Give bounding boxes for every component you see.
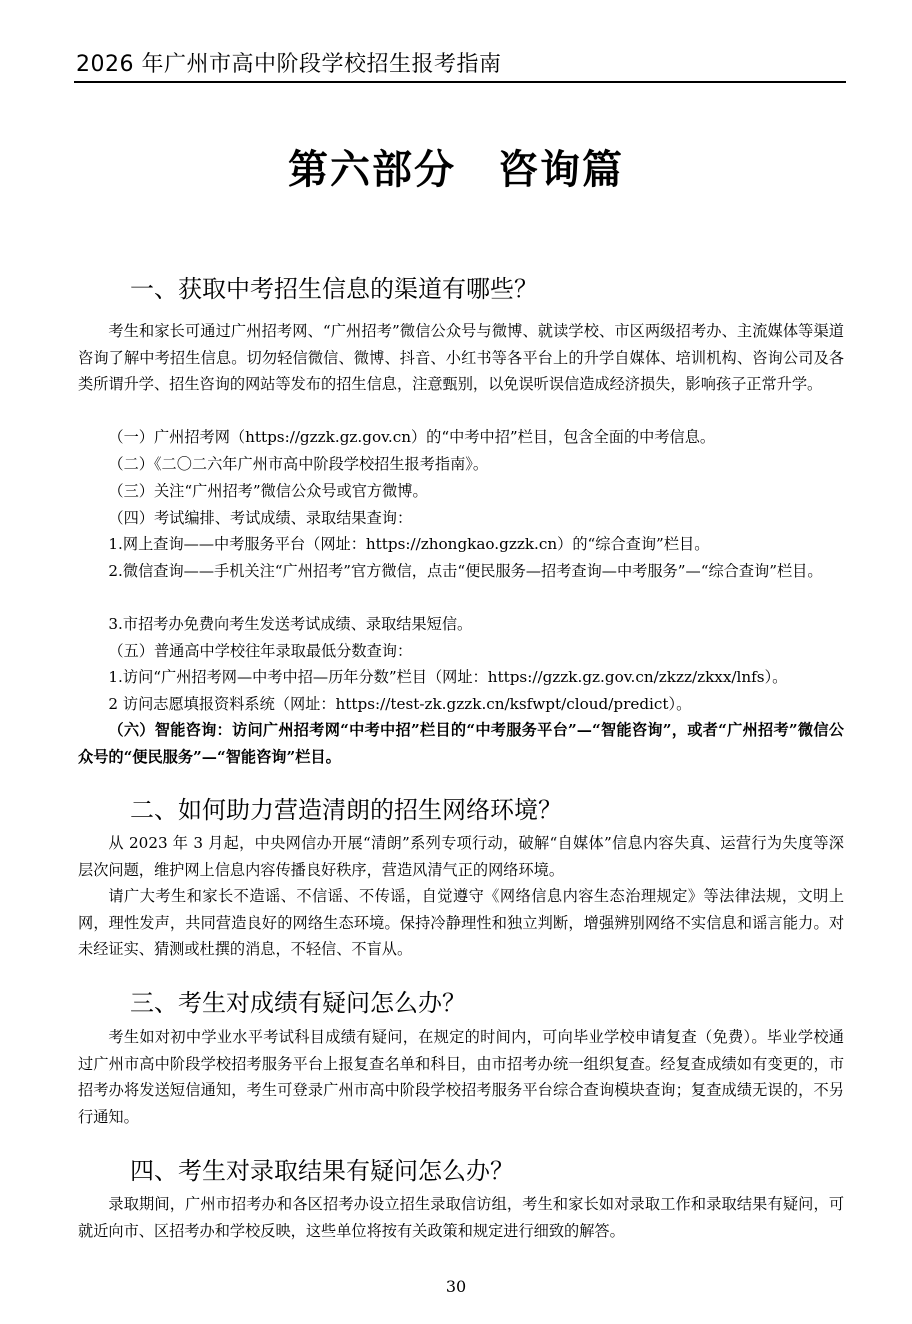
score-query-item-2: 2 访问志愿填报资料系统（网址：https://test-zk.gzzk.cn/ksfwpt/cloud/predict）。 xyxy=(108,695,692,713)
query-item-wechat: 2.微信查询——手机关注“广州招考”官方微信，点击“便民服务—招考查询—中考服务”—“综合查询”栏目。 xyxy=(108,562,823,580)
section-1-intro-paragraph: 考生和家长可通过广州招考网、“广州招考”微信公众号与微博、就读学校、市区两级招考办、主流媒体等渠道咨询了解中考招生信息。切勿轻信微信、微博、抖音、小红书等各平台上的升学自媒体、培训机构、咨询公司及各类所谓升学、招生咨询的网站等发布的招生信息，注意甄别，以免误听误信造成经济损失，影响孩子正常升学。 xyxy=(78,322,844,394)
header-rule xyxy=(74,81,846,83)
channel-item-1: （一）广州招考网（https://gzzk.gz.gov.cn）的“中考中招”栏目，包含全面的中考信息。 xyxy=(108,428,716,446)
section-heading-1: 一、获取中考招生信息的渠道有哪些？ xyxy=(130,275,538,303)
channel-item-3: （三）关注“广州招考”微信公众号或官方微博。 xyxy=(108,482,428,500)
page-number: 30 xyxy=(445,1277,467,1296)
channel-item-2: （二）《二〇二六年广州市高中阶段学校招生报考指南》。 xyxy=(108,455,489,473)
section-heading-2: 二、如何助力营造清朗的招生网络环境？ xyxy=(130,796,562,824)
channel-item-6-smart-consult: （六）智能咨询：访问广州招考网“中考中招”栏目的“中考服务平台”—“智能咨询”，或者“广州招考”微信公众号的“便民服务”—“智能咨询”栏目。 xyxy=(78,721,844,766)
section-heading-4: 四、考生对录取结果有疑问怎么办？ xyxy=(130,1157,514,1185)
score-query-item-1: 1.访问“广州招考网—中考中招—历年分数”栏目（网址：https://gzzk.gz.gov.cn/zkzz/zkxx/lnfs）。 xyxy=(108,668,788,686)
channel-item-4: （四）考试编排、考试成绩、录取结果查询： xyxy=(108,509,413,527)
section-2-paragraph-2: 请广大考生和家长不造谣、不信谣、不传谣，自觉遵守《网络信息内容生态治理规定》等法律法规，文明上网，理性发声，共同营造良好的网络生态环境。保持冷静理性和独立判断，增强辨别网络不实信息和谣言能力。对未经证实、猜测或杜撰的消息，不轻信、不盲从。 xyxy=(78,887,844,959)
section-2-paragraph-1: 从 2023 年 3 月起，中央网信办开展“清朗”系列专项行动，破解“自媒体”信息内容失真、运营行为失度等深层次问题，维护网上信息内容传播良好秩序，营造风清气正的网络环境。 xyxy=(78,834,844,879)
running-header: 2026 年广州市高中阶段学校招生报考指南 xyxy=(76,52,502,77)
query-item-sms: 3.市招考办免费向考生发送考试成绩、录取结果短信。 xyxy=(108,615,473,633)
section-4-paragraph: 录取期间，广州市招考办和各区招考办设立招生录取信访组，考生和家长如对录取工作和录取结果有疑问，可就近向市、区招考办和学校反映，这些单位将按有关政策和规定进行细致的解答。 xyxy=(78,1195,844,1240)
section-heading-3: 三、考生对成绩有疑问怎么办？ xyxy=(130,989,466,1017)
part-title: 第六部分 咨询篇 xyxy=(288,146,624,193)
section-3-paragraph: 考生如对初中学业水平考试科目成绩有疑问，在规定的时间内，可向毕业学校申请复查（免费）。毕业学校通过广州市高中阶段学校招考服务平台上报复查名单和科目，由市招考办统一组织复查。经复查成绩如有变更的，市招考办将发送短信通知，考生可登录广州市高中阶段学校招考服务平台综合查询模块查询；复查成绩无误的，不另行通知。 xyxy=(78,1028,844,1126)
query-item-online: 1.网上查询——中考服务平台（网址：https://zhongkao.gzzk.cn）的“综合查询”栏目。 xyxy=(108,535,710,553)
channel-item-5: （五）普通高中学校往年录取最低分数查询： xyxy=(108,642,413,660)
